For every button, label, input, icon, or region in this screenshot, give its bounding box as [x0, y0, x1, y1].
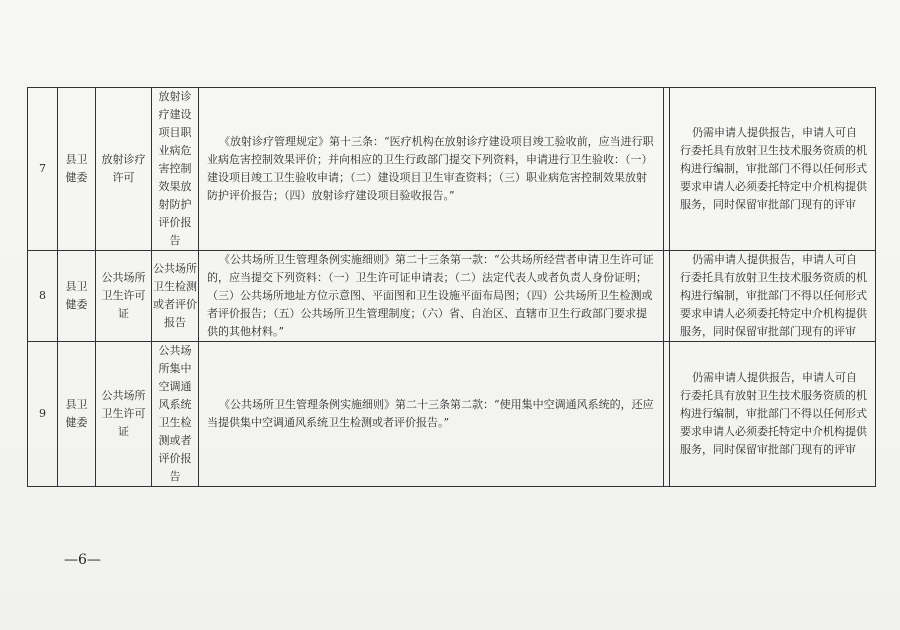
material-text: 放射诊疗建设项目职业病危害控制效果放射防护评价报告 [158, 90, 192, 247]
approval-items-table [27, 87, 876, 487]
approval-item-text: 放射诊疗许可 [101, 153, 146, 184]
approval-item-text: 公共场所卫生许可证 [101, 389, 146, 438]
row-number: 7 [28, 88, 58, 251]
table-row [28, 251, 876, 342]
legal-basis-cell: 《公共场所卫生管理条例实施细则》第二十三条第一款：“公共场所经营者申请卫生许可证的，应当提交下列资料：（一）卫生许可证申请表；（二）法定代表人或者负责人身份证明；（三）公共场所地址方位示意图、平面图和卫生设施平面布局图；（四）公共场所卫生检测或者评价报告；（五）公共场所卫生管理制度；（六）省、自治区、直辖市卫生行政部门要求提供的其他材料。” [199, 251, 664, 342]
approval-item-cell [96, 88, 152, 251]
legal-basis-cell: 《放射诊疗管理规定》第十三条：“医疗机构在放射诊疗建设项目竣工验收前，应当进行职业病危害控制效果评价；并向相应的卫生行政部门提交下列资料，申请进行卫生验收：（一）建设项目竣工卫生验收申请；（二）建设项目卫生审查资料；（三）职业病危害控制效果放射防护评价报告；（四）放射诊疗建设项目验收报告。” [199, 88, 664, 251]
table-row [28, 342, 876, 487]
material-text: 公共场所集中空调通风系统卫生检测或者评价报告 [158, 344, 192, 483]
remark-cell: 仍需申请人提供报告，申请人可自行委托具有放射卫生技术服务资质的机构进行编制，审批部门不得以任何形式要求申请人必须委托特定中介机构提供服务，同时保留审批部门现有的评审 [670, 88, 876, 251]
material-cell [152, 251, 199, 342]
material-text: 公共场所卫生检测或者评价报告 [153, 262, 197, 329]
row-number: 8 [28, 251, 58, 342]
page-number: —6— [64, 552, 101, 568]
material-cell [152, 88, 199, 251]
approval-item-cell [96, 342, 152, 487]
department-text: 县卫健委 [65, 153, 88, 184]
department-text: 县卫健委 [65, 280, 88, 311]
department-cell [58, 251, 96, 342]
department-cell [58, 88, 96, 251]
approval-item-text: 公共场所卫生许可证 [101, 271, 146, 320]
department-cell [58, 342, 96, 487]
remark-cell: 仍需申请人提供报告，申请人可自行委托具有放射卫生技术服务资质的机构进行编制，审批部门不得以任何形式要求申请人必须委托特定中介机构提供服务，同时保留审批部门现有的评审 [670, 342, 876, 487]
department-text: 县卫健委 [65, 398, 88, 429]
remark-cell: 仍需申请人提供报告，申请人可自行委托具有放射卫生技术服务资质的机构进行编制，审批部门不得以任何形式要求申请人必须委托特定中介机构提供服务，同时保留审批部门现有的评审 [670, 251, 876, 342]
approval-item-cell [96, 251, 152, 342]
row-number: 9 [28, 342, 58, 487]
material-cell [152, 342, 199, 487]
legal-basis-cell: 《公共场所卫生管理条例实施细则》第二十三条第二款：“使用集中空调通风系统的，还应当提供集中空调通风系统卫生检测或者评价报告。” [199, 342, 664, 487]
table-row [28, 88, 876, 251]
